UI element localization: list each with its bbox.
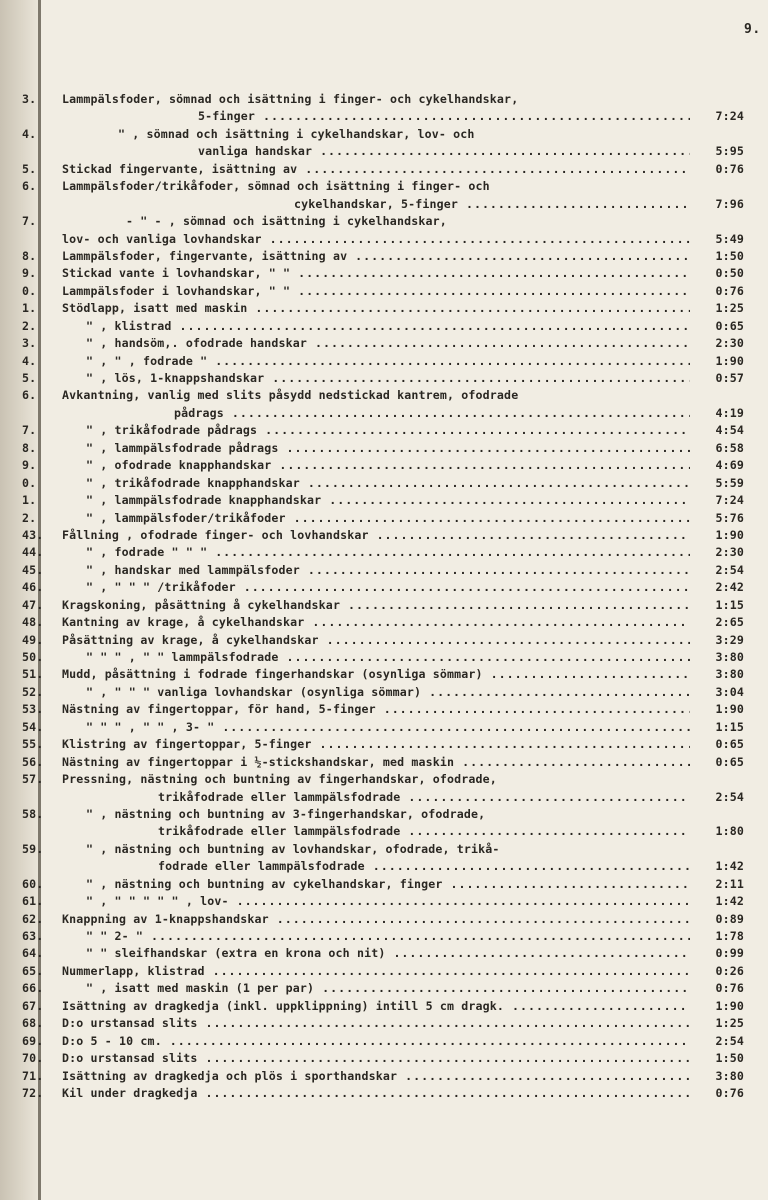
- entry-line: [22, 893, 744, 910]
- list-item: [22, 178, 744, 213]
- entry-price: 2:54: [715, 789, 744, 804]
- entry-description: " , lammpälsfoder/trikåfoder .....: [86, 510, 690, 527]
- entry-description: " , sömnad och isättning i cykelhandskar, lov- och: [118, 126, 475, 141]
- list-item: [22, 475, 744, 492]
- entry-line: [22, 126, 744, 143]
- entry-description: Fållning , ofodrade finger- och lovhandskar .....: [62, 527, 690, 544]
- entry-number: 4.: [22, 353, 37, 368]
- entry-line: [22, 1033, 744, 1050]
- entry-number: 4.: [22, 126, 37, 141]
- entry-description: Mudd, påsättning i fodrade fingerhandskar (osynliga sömmar) .....: [62, 666, 690, 683]
- list-item: [22, 91, 744, 126]
- entry-description: Stickad vante i lovhandskar, " " .....: [62, 265, 690, 282]
- entry-description: Lammpälsfoder i lovhandskar, " " .....: [62, 283, 690, 300]
- entry-price: 1:25: [715, 301, 744, 316]
- entry-description: Nästning av fingertoppar i ½-stickshandskar, med maskin .....: [62, 754, 690, 771]
- entry-number: 3.: [22, 336, 37, 351]
- entry-price: 1:90: [715, 998, 744, 1013]
- entry-line: [22, 858, 744, 875]
- list-item: [22, 1050, 744, 1067]
- entry-price: 3:80: [715, 650, 744, 664]
- entry-number: 64.: [22, 946, 44, 961]
- entry-number: 8.: [22, 440, 37, 455]
- entry-price: 2:11: [715, 876, 744, 891]
- entry-price: 0:65: [715, 754, 744, 769]
- entry-number: 0.: [22, 475, 37, 490]
- list-item: [22, 806, 744, 841]
- entry-line: [22, 492, 744, 509]
- entry-line: [22, 789, 744, 806]
- entry-line: [22, 370, 744, 387]
- entry-line: [22, 457, 744, 474]
- entry-description: " " sleifhandskar (extra en krona och nit) .....: [86, 945, 690, 962]
- entry-description: Lammpälsfoder, fingervante, isättning av .....: [62, 248, 690, 265]
- entry-price: 1:90: [715, 527, 744, 542]
- entry-number: 9.: [22, 458, 37, 473]
- list-item: [22, 544, 744, 561]
- entry-description: " , lammpälsfodrade pådrags .....: [86, 440, 690, 457]
- price-list: [22, 91, 744, 1102]
- list-item: [22, 701, 744, 718]
- list-item: [22, 353, 744, 370]
- list-item: [22, 980, 744, 997]
- list-item: [22, 771, 744, 806]
- entry-description: " , trikåfodrade pådrags .....: [86, 422, 690, 439]
- entry-description: Lammpälsfoder/trikåfoder, sömnad och isättning i finger- och: [62, 179, 490, 194]
- entry-line: [22, 562, 744, 579]
- entry-number: 66.: [22, 981, 44, 996]
- entry-line: [22, 771, 744, 788]
- entry-description: Stickad fingervante, isättning av .....: [62, 161, 690, 178]
- entry-description: " , trikåfodrade knapphandskar .....: [86, 475, 690, 492]
- entry-number: 0.: [22, 283, 37, 298]
- entry-description: " " " , " " lammpälsfodrade .....: [86, 649, 690, 666]
- list-item: [22, 335, 744, 352]
- entry-description: " , " " " /trikåfoder .....: [86, 579, 690, 596]
- list-item: [22, 1015, 744, 1032]
- list-item: [22, 614, 744, 631]
- entry-line: [22, 597, 744, 614]
- entry-line: [22, 510, 744, 527]
- page-number: 9.: [744, 22, 761, 37]
- entry-number: 1.: [22, 301, 37, 316]
- list-item: [22, 213, 744, 248]
- entry-number: 51.: [22, 667, 44, 682]
- entry-description: " " 2- " .....: [86, 928, 690, 945]
- entry-description: Stödlapp, isatt med maskin .....: [62, 300, 690, 317]
- entry-line: [22, 963, 744, 980]
- entry-price: 1:90: [715, 353, 744, 368]
- entry-description: " , fodrade " " " .....: [86, 544, 690, 561]
- entry-price: 2:65: [715, 615, 744, 630]
- entry-line: [22, 248, 744, 265]
- entry-line: [22, 841, 744, 858]
- entry-number: 54.: [22, 719, 44, 734]
- entry-description: " , klistrad .....: [86, 318, 690, 335]
- entry-price: 6:58: [715, 440, 744, 455]
- list-item: [22, 998, 744, 1015]
- entry-number: 5.: [22, 371, 37, 385]
- entry-price: 3:80: [715, 667, 744, 682]
- entry-description: D:o urstansad slits .....: [62, 1015, 690, 1032]
- entry-description: Isättning av dragkedja (inkl. uppklippning) intill 5 cm dragk. .....: [62, 998, 690, 1015]
- list-item: [22, 893, 744, 910]
- entry-description: " , nästning och buntning av lovhandskar, ofodrade, trikå-: [86, 841, 500, 856]
- list-item: [22, 579, 744, 596]
- entry-line: [22, 283, 744, 300]
- list-item: [22, 841, 744, 876]
- list-item: [22, 248, 744, 265]
- entry-price: 2:30: [715, 336, 744, 351]
- entry-number: 3.: [22, 92, 37, 106]
- entry-price: 1:42: [715, 894, 744, 909]
- entry-line: [22, 876, 744, 893]
- list-item: [22, 963, 744, 980]
- list-item: [22, 876, 744, 893]
- list-item: [22, 440, 744, 457]
- entry-description: Isättning av dragkedja och plös i sporthandskar .....: [62, 1068, 690, 1085]
- entry-number: 63.: [22, 929, 44, 943]
- entry-description: " , lös, 1-knappshandskar .....: [86, 370, 690, 387]
- entry-description: trikåfodrade eller lammpälsfodrade .....: [158, 823, 690, 840]
- entry-line: [22, 231, 744, 248]
- entry-line: [22, 649, 744, 666]
- entry-line: [22, 178, 744, 195]
- entry-description: " , " " " vanliga lovhandskar (osynliga sömmar) .....: [86, 684, 690, 701]
- list-item: [22, 911, 744, 928]
- entry-number: 62.: [22, 911, 44, 926]
- entry-number: 67.: [22, 998, 44, 1013]
- entry-price: 3:29: [715, 632, 744, 647]
- entry-number: 5.: [22, 161, 37, 176]
- entry-price: 0:76: [715, 283, 744, 298]
- list-item: [22, 300, 744, 317]
- entry-line: [22, 754, 744, 771]
- entry-line: [22, 1068, 744, 1085]
- list-item: [22, 265, 744, 282]
- entry-price: 3:04: [715, 684, 744, 699]
- entry-price: 2:54: [715, 562, 744, 577]
- entry-description: " , nästning och buntning av cykelhandskar, finger .....: [86, 876, 690, 893]
- entry-price: 1:90: [715, 702, 744, 717]
- entry-price: 7:24: [715, 109, 744, 124]
- list-item: [22, 1068, 744, 1085]
- list-item: [22, 945, 744, 962]
- entry-price: 0:76: [715, 981, 744, 996]
- list-item: [22, 510, 744, 527]
- entry-line: [22, 422, 744, 439]
- entry-price: 2:30: [715, 545, 744, 560]
- entry-price: 5:59: [715, 475, 744, 490]
- entry-description: Kil under dragkedja .....: [62, 1085, 690, 1102]
- entry-price: 0:76: [715, 1085, 744, 1100]
- entry-line: [22, 1050, 744, 1067]
- list-item: [22, 422, 744, 439]
- entry-line: [22, 544, 744, 561]
- entry-line: [22, 475, 744, 492]
- entry-number: 44.: [22, 545, 44, 560]
- entry-number: 6.: [22, 179, 37, 194]
- entry-description: " , handsöm,. ofodrade handskar .....: [86, 335, 690, 352]
- entry-line: [22, 806, 744, 823]
- entry-description: - " - , sömnad och isättning i cykelhandskar,: [126, 214, 447, 229]
- entry-description: D:o 5 - 10 cm. .....: [62, 1033, 690, 1050]
- entry-line: [22, 945, 744, 962]
- entry-price: 3:80: [715, 1068, 744, 1083]
- entry-line: [22, 614, 744, 631]
- list-item: [22, 492, 744, 509]
- list-item: [22, 928, 744, 945]
- list-item: [22, 126, 744, 161]
- entry-line: [22, 527, 744, 544]
- entry-price: 1:50: [715, 248, 744, 263]
- entry-price: 2:54: [715, 1033, 744, 1048]
- entry-line: [22, 1085, 744, 1102]
- entry-description: D:o urstansad slits .....: [62, 1050, 690, 1067]
- list-item: [22, 370, 744, 387]
- entry-line: [22, 213, 744, 230]
- entry-line: [22, 353, 744, 370]
- entry-price: 0:89: [715, 911, 744, 926]
- entry-line: [22, 632, 744, 649]
- entry-line: [22, 701, 744, 718]
- entry-price: 2:42: [715, 580, 744, 595]
- entry-description: " " " , " " , 3- " .....: [86, 719, 690, 736]
- entry-price: 0:50: [715, 266, 744, 281]
- list-item: [22, 527, 744, 544]
- entry-line: [22, 928, 744, 945]
- entry-number: 59.: [22, 841, 44, 856]
- entry-line: [22, 387, 744, 404]
- entry-description: " , lammpälsfodrade knapphandskar .....: [86, 492, 690, 509]
- entry-number: 69.: [22, 1033, 44, 1048]
- entry-line: [22, 91, 744, 108]
- entry-description: Kantning av krage, å cykelhandskar .....: [62, 614, 690, 631]
- entry-line: [22, 1015, 744, 1032]
- list-item: [22, 736, 744, 753]
- entry-line: [22, 998, 744, 1015]
- entry-number: 61.: [22, 894, 44, 909]
- entry-number: 49.: [22, 632, 44, 647]
- entry-description: Nästning av fingertoppar, för hand, 5-finger .....: [62, 701, 690, 718]
- entry-description: " , isatt med maskin (1 per par) .....: [86, 980, 690, 997]
- entry-price: 1:78: [715, 929, 744, 943]
- list-item: [22, 387, 744, 422]
- entry-line: [22, 265, 744, 282]
- entry-price: 7:96: [715, 196, 744, 211]
- entry-description: Nummerlapp, klistrad .....: [62, 963, 690, 980]
- entry-price: 1:80: [715, 824, 744, 839]
- entry-price: 1:25: [715, 1016, 744, 1031]
- entry-price: 4:69: [715, 458, 744, 473]
- entry-price: 0:65: [715, 737, 744, 752]
- entry-description: Avkantning, vanlig med slits påsydd nedstickad kantrem, ofodrade: [62, 388, 519, 403]
- entry-price: 1:15: [715, 719, 744, 734]
- entry-description: pådrags .....: [174, 405, 690, 422]
- entry-number: 60.: [22, 876, 44, 891]
- entry-line: [22, 300, 744, 317]
- entry-number: 55.: [22, 737, 44, 752]
- entry-line: [22, 911, 744, 928]
- list-item: [22, 684, 744, 701]
- entry-number: 1.: [22, 493, 37, 508]
- entry-price: 0:99: [715, 946, 744, 961]
- entry-number: 50.: [22, 650, 44, 664]
- list-item: [22, 161, 744, 178]
- entry-description: Påsättning av krage, å cykelhandskar .....: [62, 632, 690, 649]
- entry-price: 0:76: [715, 161, 744, 176]
- entry-number: 72.: [22, 1085, 44, 1100]
- entry-description: " , handskar med lammpälsfoder .....: [86, 562, 690, 579]
- entry-line: [22, 405, 744, 422]
- entry-number: 8.: [22, 248, 37, 263]
- entry-line: [22, 335, 744, 352]
- list-item: [22, 719, 744, 736]
- entry-line: [22, 108, 744, 125]
- entry-number: 46.: [22, 580, 44, 595]
- entry-line: [22, 440, 744, 457]
- entry-number: 45.: [22, 562, 44, 577]
- entry-line: [22, 579, 744, 596]
- entry-number: 56.: [22, 754, 44, 769]
- entry-number: 6.: [22, 388, 37, 403]
- entry-description: lov- och vanliga lovhandskar .....: [62, 231, 690, 248]
- entry-number: 7.: [22, 214, 37, 229]
- list-item: [22, 632, 744, 649]
- entry-description: Pressning, nästning och buntning av fingerhandskar, ofodrade,: [62, 772, 497, 787]
- entry-number: 47.: [22, 597, 44, 612]
- entry-price: 5:76: [715, 510, 744, 525]
- entry-price: 5:49: [715, 231, 744, 246]
- entry-number: 9.: [22, 266, 37, 281]
- entry-line: [22, 823, 744, 840]
- entry-number: 2.: [22, 510, 37, 525]
- entry-line: [22, 143, 744, 160]
- entry-description: cykelhandskar, 5-finger .....: [294, 196, 690, 213]
- entry-description: trikåfodrade eller lammpälsfodrade .....: [158, 789, 690, 806]
- entry-number: 2.: [22, 318, 37, 333]
- entry-description: Kragskoning, påsättning å cykelhandskar .....: [62, 597, 690, 614]
- entry-description: 5-finger .....: [198, 108, 690, 125]
- entry-number: 65.: [22, 963, 44, 978]
- entry-price: 0:57: [715, 371, 744, 385]
- entry-number: 58.: [22, 806, 44, 821]
- entry-line: [22, 719, 744, 736]
- entry-line: [22, 736, 744, 753]
- entry-line: [22, 684, 744, 701]
- entry-number: 68.: [22, 1016, 44, 1031]
- entry-line: [22, 980, 744, 997]
- list-item: [22, 754, 744, 771]
- list-item: [22, 666, 744, 683]
- entry-line: [22, 666, 744, 683]
- entry-number: 53.: [22, 702, 44, 717]
- entry-description: " , nästning och buntning av 3-fingerhandskar, ofodrade,: [86, 806, 486, 821]
- entry-price: 1:50: [715, 1051, 744, 1066]
- list-item: [22, 562, 744, 579]
- entry-line: [22, 196, 744, 213]
- list-item: [22, 597, 744, 614]
- entry-description: Klistring av fingertoppar, 5-finger .....: [62, 736, 690, 753]
- list-item: [22, 1085, 744, 1102]
- entry-line: [22, 161, 744, 178]
- entry-description: fodrade eller lammpälsfodrade .....: [158, 858, 690, 875]
- entry-number: 7.: [22, 423, 37, 438]
- list-item: [22, 649, 744, 666]
- entry-price: 1:42: [715, 859, 744, 874]
- entry-number: 43.: [22, 527, 44, 542]
- entry-number: 71.: [22, 1068, 44, 1083]
- entry-description: " , " , fodrade " .....: [86, 353, 690, 370]
- list-item: [22, 318, 744, 335]
- entry-number: 48.: [22, 615, 44, 630]
- entry-price: 7:24: [715, 493, 744, 508]
- entry-price: 4:54: [715, 423, 744, 438]
- entry-description: vanliga handskar .....: [198, 143, 690, 160]
- entry-price: 5:95: [715, 144, 744, 159]
- entry-price: 0:26: [715, 963, 744, 978]
- entry-line: [22, 318, 744, 335]
- entry-number: 57.: [22, 772, 44, 787]
- list-item: [22, 283, 744, 300]
- entry-price: 0:65: [715, 318, 744, 333]
- list-item: [22, 1033, 744, 1050]
- entry-price: 4:19: [715, 405, 744, 420]
- entry-description: " , ofodrade knapphandskar .....: [86, 457, 690, 474]
- entry-price: 1:15: [715, 597, 744, 612]
- entry-number: 70.: [22, 1051, 44, 1066]
- entry-description: Lammpälsfoder, sömnad och isättning i finger- och cykelhandskar,: [62, 92, 519, 106]
- entry-number: 52.: [22, 684, 44, 699]
- entry-description: " , " " " " " , lov- .....: [86, 893, 690, 910]
- entry-description: Knappning av 1-knappshandskar .....: [62, 911, 690, 928]
- list-item: [22, 457, 744, 474]
